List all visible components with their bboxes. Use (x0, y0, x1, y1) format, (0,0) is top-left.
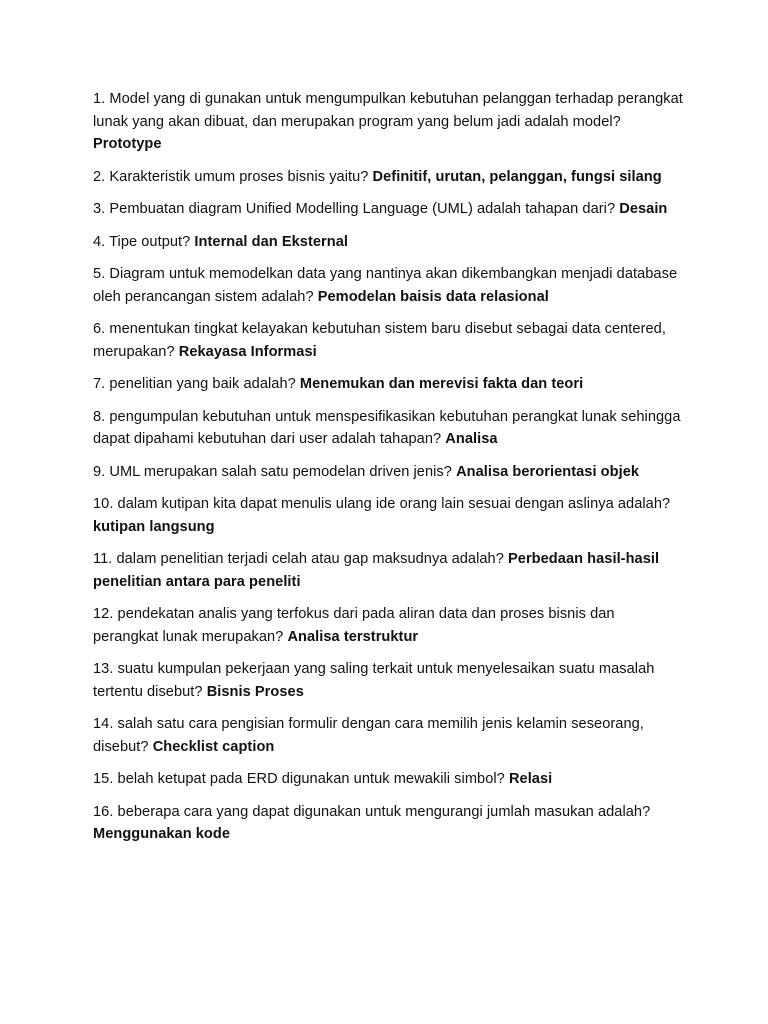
question-3 (93, 198, 683, 221)
question-12 (93, 603, 683, 648)
answer-text: Pemodelan baisis data relasional (317, 288, 549, 305)
question-text: 3. Pembuatan diagram Unified Modelling Language (UML) adalah tahapan dari? (93, 201, 616, 217)
question-7 (93, 373, 683, 396)
question-text: 12. pendekatan analis yang terfokus dari pada aliran data dan proses bisnis dan perangkat lunak merupakan? (93, 606, 615, 645)
question-16 (93, 801, 683, 846)
question-text: 10. dalam kutipan kita dapat menulis ulang ide orang lain sesuai dengan aslinya adalah? (93, 496, 671, 512)
answer-text: Definitif, urutan, pelanggan, fungsi silang (372, 168, 662, 185)
question-6 (93, 318, 683, 363)
answer-text: Analisa terstruktur (287, 628, 419, 645)
question-text: 9. UML merupakan salah satu pemodelan driven jenis? (93, 463, 452, 480)
question-text: 7. penelitian yang baik adalah? (93, 376, 296, 392)
question-text: 1. Model yang di gunakan untuk mengumpulkan kebutuhan pelanggan terhadap perangkat lunak yang akan dibuat, dan merupakan program yang belum jadi adalah model? (93, 91, 683, 130)
question-5 (93, 263, 683, 308)
question-11 (93, 548, 683, 593)
answer-text: Bisnis Proses (206, 683, 304, 700)
answer-text: Prototype (93, 136, 162, 152)
question-9 (93, 461, 683, 484)
question-2 (93, 166, 683, 189)
question-1 (93, 88, 683, 156)
answer-text: Rekayasa Informasi (178, 343, 317, 360)
answer-text: Menggunakan kode (93, 826, 231, 842)
question-text: 2. Karakteristik umum proses bisnis yaitu? (93, 168, 369, 185)
answer-text: Perbedaan hasil-hasil penelitian antara para peneliti (93, 551, 660, 590)
question-text: 11. dalam penelitian terjadi celah atau gap maksudnya adalah? (93, 551, 504, 567)
question-text: 8. pengumpulan kebutuhan untuk menspesifikasikan kebutuhan perangkat lunak sehingga dapat dipahami kebutuhan dari user adalah tahapan? (93, 408, 681, 447)
question-text: 16. beberapa cara yang dapat digunakan untuk mengurangi jumlah masukan adalah? (93, 803, 651, 820)
answer-text: Checklist caption (152, 738, 275, 755)
question-14 (93, 713, 683, 758)
question-text: 15. belah ketupat pada ERD digunakan untuk mewakili simbol? (93, 771, 505, 787)
answer-text: Analisa berorientasi objek (456, 463, 640, 480)
question-15 (93, 768, 683, 791)
answer-text: Relasi (508, 771, 553, 787)
question-text: 13. suatu kumpulan pekerjaan yang saling terkait untuk menyelesaikan suatu masalah tertentu disebut? (93, 661, 655, 700)
document-page (93, 88, 683, 856)
question-text: 4. Tipe output? (93, 233, 191, 250)
answer-text: kutipan langsung (93, 518, 215, 535)
question-text: 5. Diagram untuk memodelkan data yang nantinya akan dikembangkan menjadi database oleh perancangan sistem adalah? (93, 266, 678, 305)
answer-text: Menemukan dan merevisi fakta dan teori (299, 376, 584, 392)
question-10 (93, 493, 683, 538)
answer-text: Internal dan Eksternal (194, 233, 348, 250)
question-text: 14. salah satu cara pengisian formulir dengan cara memilih jenis kelamin seseorang, disebut? (93, 716, 644, 755)
answer-text: Desain (619, 201, 668, 217)
question-4 (93, 231, 683, 254)
question-13 (93, 658, 683, 703)
question-text: 6. menentukan tingkat kelayakan kebutuhan sistem baru disebut sebagai data centered, merupakan? (93, 321, 666, 360)
answer-text: Analisa (445, 431, 498, 447)
question-8 (93, 406, 683, 451)
